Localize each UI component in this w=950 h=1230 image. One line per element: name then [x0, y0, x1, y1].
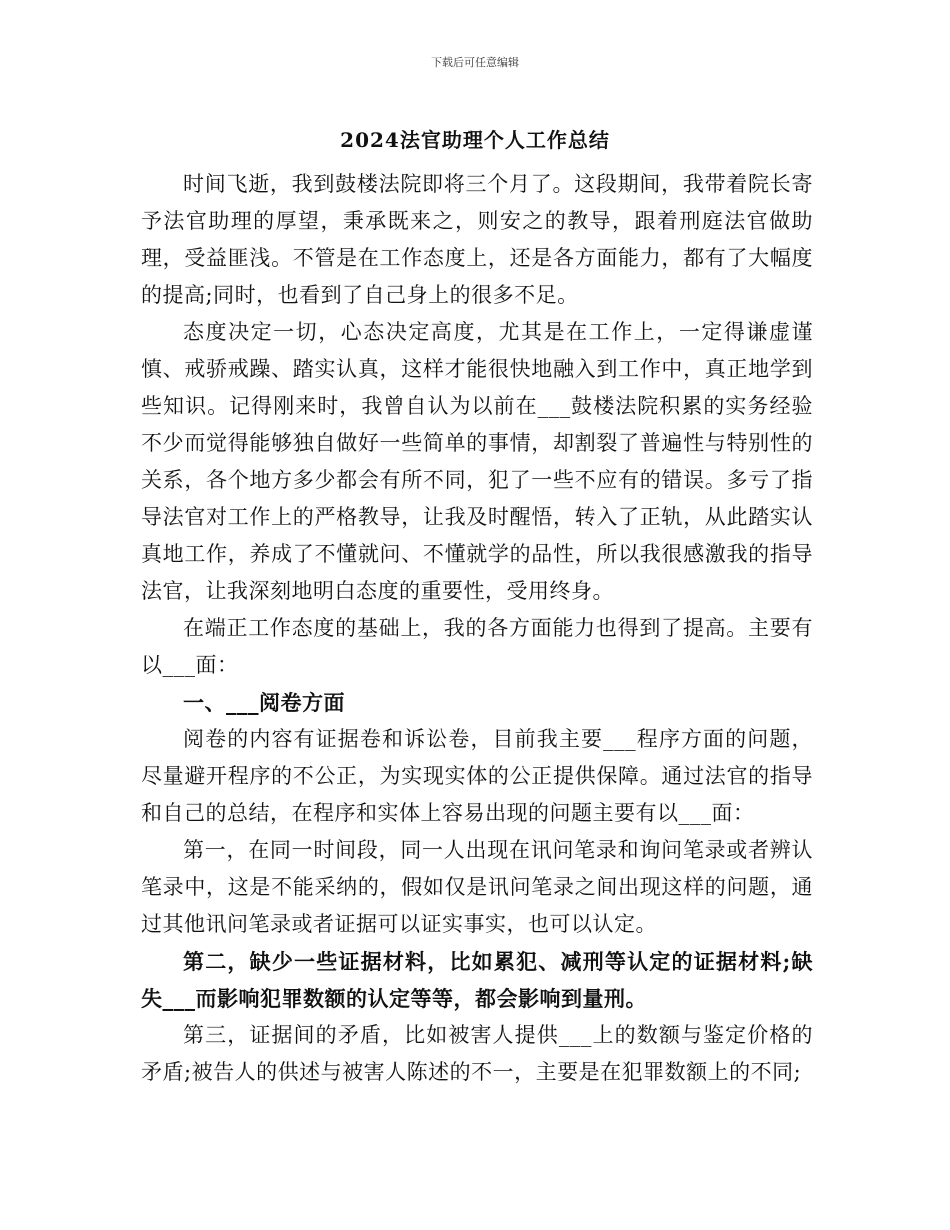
- section-heading-reading: 一、___阅卷方面: [183, 690, 345, 715]
- paragraph-intro: 时间飞逝，我到鼓楼法院即将三个月了。这段期间，我带着院长寄予法官助理的厚望，秉承既来之，则安之的教导，跟着刑庭法官做助理，受益匪浅。不管是在工作态度上，还是各方面能力，都有了大幅度的提高;同时，也看到了自己身上的很多不足。: [141, 172, 813, 307]
- paragraph-attitude: 态度决定一切，心态决定高度，尤其是在工作上，一定得谦虚谨慎、戒骄戒躁、踏实认真，这样才能很快地融入到工作中，真正地学到些知识。记得刚来时，我曾自认为以前在___鼓楼法院积累的实务经验不少而觉得能够独自做好一些简单的事情，却割裂了普遍性与特别性的关系，各个地方多少都会有所不同，犯了一些不应有的错误。多亏了指导法官对工作上的严格教导，让我及时醒悟，转入了正轨，从此踏实认真地工作，养成了不懂就问、不懂就学的品性，所以我很感激我的指导法官，让我深刻地明白态度的重要性，受用终身。: [141, 320, 813, 603]
- paragraph-reading: 阅卷的内容有证据卷和诉讼卷，目前我主要___程序方面的问题，尽量避开程序的不公正，为实现实体的公正提供保障。通过法官的指导和自己的总结，在程序和实体上容易出现的问题主要有以___面：: [141, 727, 813, 825]
- document-body: [141, 166, 813, 1091]
- paragraph-third-point: 第三，证据间的矛盾，比如被害人提供___上的数额与鉴定价格的矛盾;被告人的供述与被害人陈述的不一，主要是在犯罪数额上的不同;: [141, 1023, 813, 1084]
- document-title: 2024法官助理个人工作总结: [340, 128, 610, 152]
- paragraph-first-point: 第一，在同一时间段，同一人出现在讯问笔录和询问笔录或者辨认笔录中，这是不能采纳的，假如仅是讯问笔录之间出现这样的问题，通过其他讯问笔录或者证据可以证实事实，也可以认定。: [141, 838, 813, 936]
- paragraph-second-point: 第二，缺少一些证据材料，比如累犯、减刑等认定的证据材料;缺失___而影响犯罪数额的认定等等，都会影响到量刑。: [141, 949, 813, 1011]
- header-note: 下载后可任意编辑: [431, 56, 519, 69]
- paragraph-abilities: 在端正工作态度的基础上，我的各方面能力也得到了提高。主要有以___面：: [141, 616, 813, 677]
